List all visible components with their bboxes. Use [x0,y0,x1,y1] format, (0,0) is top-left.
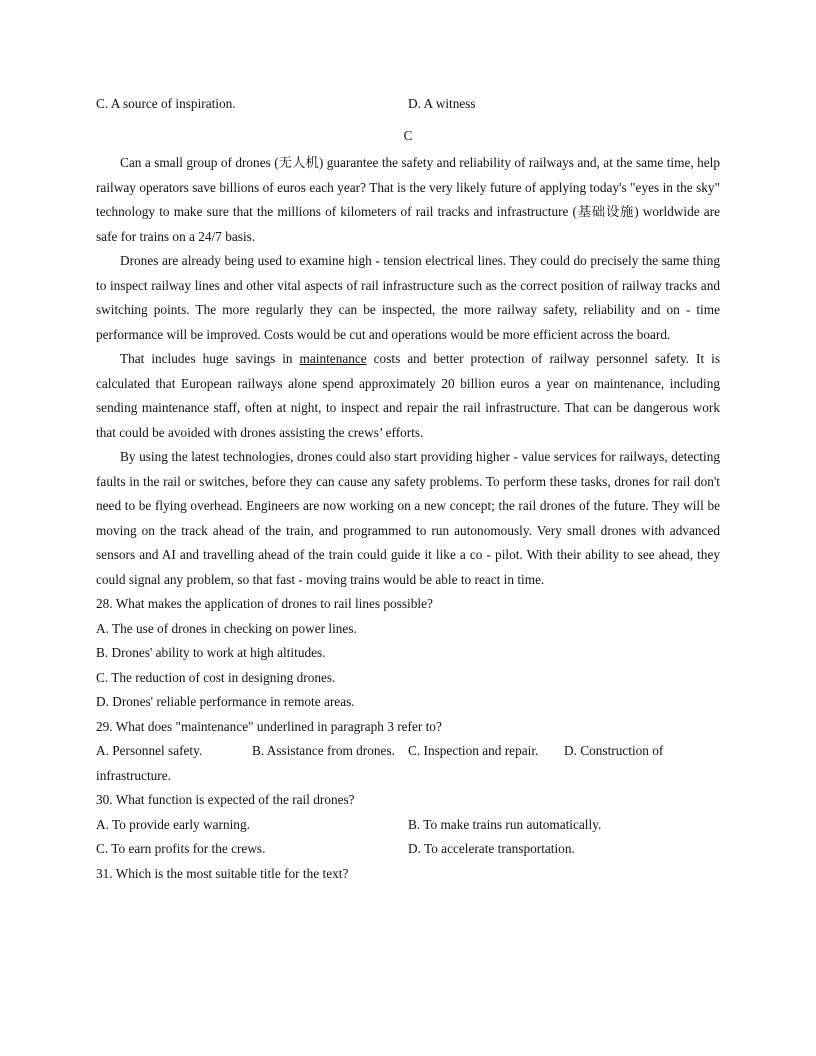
question-31-stem: 31. Which is the most suitable title for the text? [96,865,349,881]
prev-option-c: C. A source of inspiration. [96,96,236,111]
question-30-option-d: D. To accelerate transportation. [408,841,575,856]
question-30-option-a: A. To provide early warning. [96,816,250,832]
question-28-stem: 28. What makes the application of drones to rail lines possible? [96,596,433,611]
prev-option-d: D. A witness [408,96,476,111]
question-30-stem: 30. What function is expected of the rail drones? [96,792,355,807]
passage-paragraph-3 [96,347,720,445]
document-page [96,92,720,886]
question-30-option-b: B. To make trains run automatically. [408,816,602,832]
prev-options-row [96,92,720,117]
question-29-option-a: A. Personnel safety. [96,743,203,758]
underlined-word-maintenance: maintenance [299,351,367,366]
question-28-option-c: C. The reduction of cost in designing drones. [96,669,336,685]
question-30-row-cd [96,837,720,862]
question-28-option-b: B. Drones' ability to work at high altitudes. [96,645,326,660]
p3-text-before: That includes huge savings in [120,351,300,366]
question-29-option-d-continued: infrastructure. [96,767,171,783]
p3-text-after: costs and better protection of railway personnel safety. It is calculated that European railways alone spend approximately 20 billion euros a year on maintenance, including sending maintenance staff, often at night, to inspect and repair the rail infrastructure. That can be dangerous work that could be avoided with drones assisting the crews’ efforts. [96,351,720,440]
question-28-option-a: A. The use of drones in checking on power lines. [96,620,357,636]
question-29-option-c: C. Inspection and repair. [408,743,539,758]
question-29-option-d: D. Construction of [564,743,664,758]
question-30-option-c: C. To earn profits for the crews. [96,841,266,856]
question-29-option-b: B. Assistance from drones. [252,743,395,758]
question-29-stem: 29. What does "maintenance" underlined in paragraph 3 refer to? [96,718,442,734]
question-30-row-ab [96,813,720,838]
section-label: C [403,127,413,143]
question-29-options-row [96,739,720,764]
passage-paragraph-1: Can a small group of drones (无人机) guarantee the safety and reliability of railways and, at the same time, help railway operators save billions of euros each year? That is the very likely future of applying today's "eyes in the sky" technology to make sure that the millions of kilometers of rail tracks and infrastructure (基础设施) worldwide are safe for trains on a 24/7 basis. [96,155,720,244]
question-28-option-d: D. Drones' reliable performance in remote areas. [96,694,355,709]
passage-paragraph-4: By using the latest technologies, drones could also start providing higher - value services for railways, detecting faults in the rail or switches, before they can cause any safety problems. To perform these tasks, drones for rail don't need to be flying overhead. Engineers are now working on a new concept; the rail drones of the future. They will be moving on the track ahead of the train, and programmed to run autonomously. Very small drones with advanced sensors and AI and travelling ahead of the train could guide it like a co - pilot. With their ability to see ahead, they could signal any problem, so that fast - moving trains would be able to react in time. [96,449,720,587]
passage-paragraph-2: Drones are already being used to examine high - tension electrical lines. They could do precisely the same thing to inspect railway lines and other vital aspects of rail infrastructure such as the correct position of railway tracks and switching points. The more regularly they can be inspected, the more railway safety, reliability and on - time performance will be improved. Costs would be cut and operations would be more efficient across the board. [96,253,720,342]
